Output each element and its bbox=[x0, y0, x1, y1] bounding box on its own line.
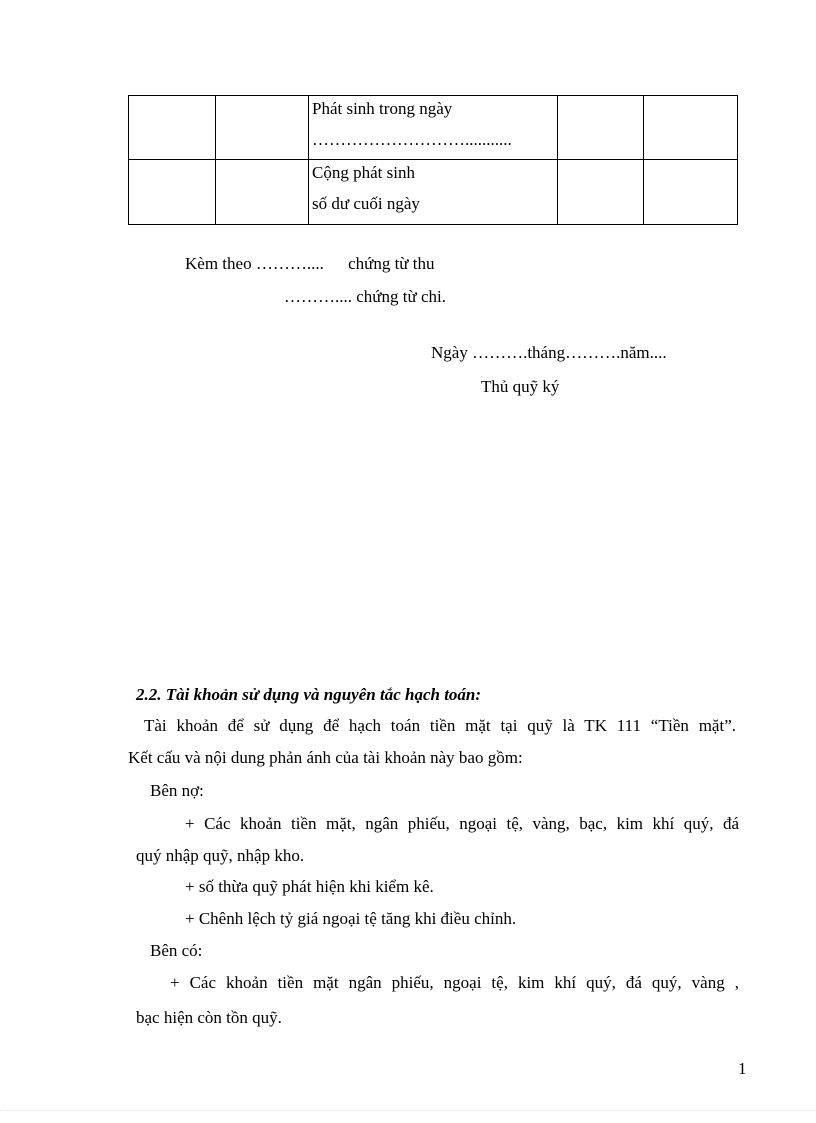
table-cell-description bbox=[309, 160, 558, 225]
table-cell bbox=[216, 160, 309, 225]
debit-title: Bên nợ: bbox=[150, 781, 204, 800]
table-cell bbox=[644, 160, 738, 225]
cell-text: Cộng phát sinh bbox=[312, 163, 415, 182]
table-cell bbox=[129, 160, 216, 225]
page-number: 1 bbox=[738, 1059, 747, 1078]
credit-item-1-line-2: bạc hiện còn tồn quỹ. bbox=[136, 1008, 282, 1027]
debit-item-1-line-2: quý nhập quỹ, nhập kho. bbox=[136, 846, 305, 865]
cell-text: Phát sinh trong ngày bbox=[312, 99, 453, 118]
table-cell-description bbox=[309, 96, 558, 160]
attachment-payments-line: ……….... chứng từ chi. bbox=[284, 287, 446, 306]
section-heading: 2.2. Tài khoản sử dụng và nguyên tắc hạch toán: bbox=[136, 685, 482, 704]
debit-item-1-line-1: + Các khoản tiền mặt, ngân phiếu, ngoại tệ, vàng, bạc, kim khí quý, đá bbox=[185, 814, 739, 833]
table-cell bbox=[216, 96, 309, 160]
debit-item-2: + số thừa quỹ phát hiện khi kiểm kê. bbox=[185, 877, 434, 896]
date-line: Ngày ……….tháng……….năm.... bbox=[431, 343, 667, 362]
attachment-receipts-suffix: chứng từ thu bbox=[348, 254, 435, 273]
attachment-receipts-label: Kèm theo ……….... bbox=[185, 254, 329, 273]
page-bottom-divider bbox=[0, 1110, 816, 1111]
credit-item-1-line-1: + Các khoản tiền mặt ngân phiếu, ngoại tệ, kim khí quý, đá quý, vàng , bbox=[170, 973, 739, 992]
table-cell bbox=[558, 96, 644, 160]
table-row bbox=[129, 160, 738, 225]
cell-text: số dư cuối ngày bbox=[312, 194, 420, 213]
cell-text: ………………………........... bbox=[312, 130, 512, 149]
credit-title: Bên có: bbox=[150, 941, 203, 960]
table-cell bbox=[558, 160, 644, 225]
table-row bbox=[129, 96, 738, 160]
table-cell bbox=[129, 96, 216, 160]
intro-line-1: Tài khoản để sử dụng để hạch toán tiền mặt tại quỹ là TK 111 “Tiền mặt”. bbox=[144, 716, 736, 735]
debit-item-3: + Chênh lệch tỷ giá ngoại tệ tăng khi điều chỉnh. bbox=[185, 909, 517, 928]
intro-line-2: Kết cấu và nội dung phản ánh của tài khoản này bao gồm: bbox=[128, 748, 523, 767]
cash-book-table bbox=[128, 95, 738, 225]
signer-label: Thủ quỹ ký bbox=[481, 377, 560, 396]
attachment-receipts-line bbox=[185, 254, 435, 274]
table-cell bbox=[644, 96, 738, 160]
